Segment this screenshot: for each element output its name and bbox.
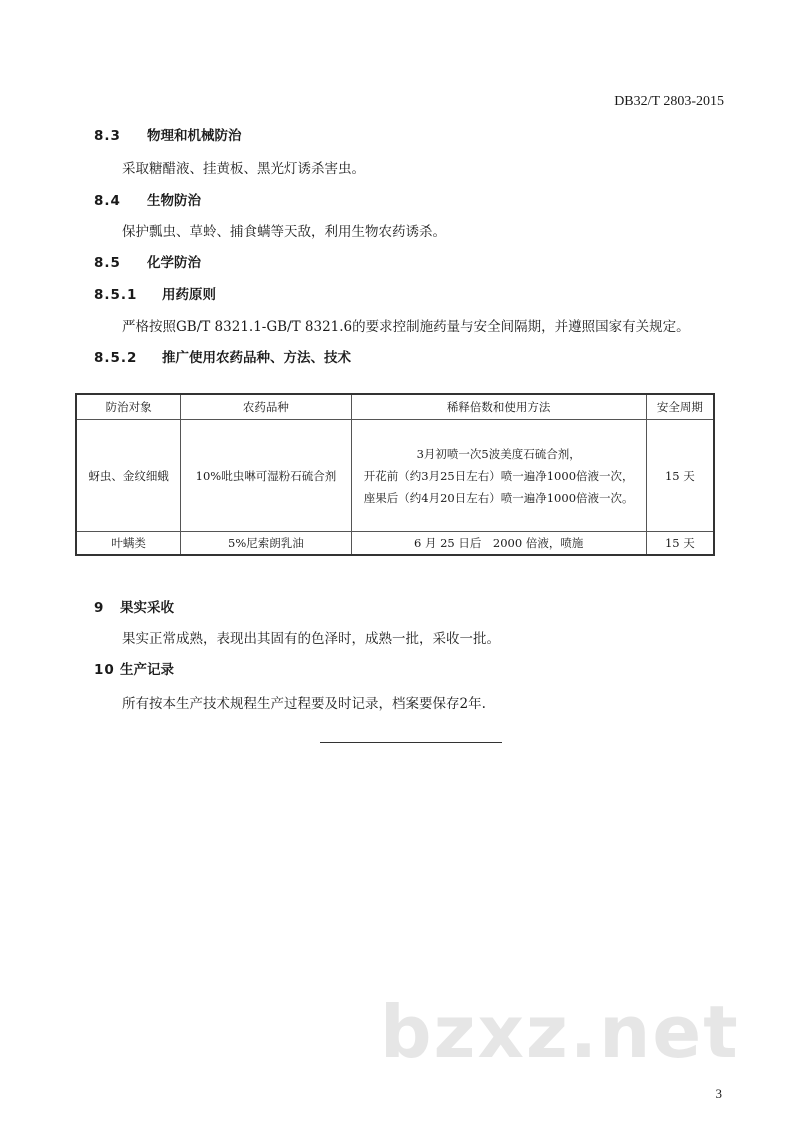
cell-pesticide: 10%吡虫啉可湿粉石硫合剂	[181, 420, 351, 532]
cell-method	[351, 420, 646, 532]
section-title: 生物防治	[147, 193, 201, 209]
section-title: 果实采收	[120, 600, 174, 616]
cell-method: 6 月 25 日后 2000 倍液，喷施	[351, 532, 646, 556]
method-line: 开花前（约3月25日左右）喷一遍净1000倍液一次，	[363, 468, 634, 483]
section-heading-9	[94, 596, 174, 616]
document-code: DB32/T 2803-2015	[614, 94, 724, 109]
section-text-8-5-1: 严格按照GB/T 8321.1-GB/T 8321.6的要求控制施药量与安全间隔期，并遵照国家有关规定。	[122, 319, 690, 335]
method-line: 座果后（约4月20日左右）喷一遍净1000倍液一次。	[363, 490, 634, 505]
header-period: 安全周期	[646, 394, 714, 420]
section-heading-8-4	[94, 189, 201, 209]
cell-pesticide: 5%尼索朗乳油	[181, 532, 351, 556]
method-line: 3月初喷一次5波美度石硫合剂，	[416, 446, 581, 461]
section-number: 8.3	[94, 128, 121, 144]
header-method: 稀释倍数和使用方法	[351, 394, 646, 420]
section-heading-8-5	[94, 251, 201, 271]
end-rule	[320, 742, 502, 743]
watermark: bzxz.net	[380, 990, 740, 1074]
table-row	[76, 532, 714, 556]
section-heading-10	[94, 658, 174, 678]
section-text-8-3: 采取糖醋液、挂黄板、黑光灯诱杀害虫。	[122, 161, 365, 177]
cell-target: 叶螨类	[76, 532, 181, 556]
section-title: 生产记录	[120, 662, 174, 678]
section-heading-8-5-2	[94, 346, 351, 366]
page-number: 3	[715, 1086, 722, 1101]
section-title: 物理和机械防治	[147, 128, 242, 144]
table-header-row	[76, 394, 714, 420]
section-heading-8-5-1	[94, 283, 216, 303]
section-heading-8-3	[94, 124, 242, 144]
pesticide-table	[75, 393, 715, 556]
section-text-10: 所有按本生产技术规程生产过程要及时记录，档案要保存2年.	[122, 696, 486, 712]
header-pesticide: 农药品种	[181, 394, 351, 420]
section-number: 8.5	[94, 255, 121, 271]
cell-period: 15 天	[646, 532, 714, 556]
cell-target: 蚜虫、金纹细蛾	[76, 420, 181, 532]
cell-period: 15 天	[646, 420, 714, 532]
section-title: 化学防治	[147, 255, 201, 271]
section-text-8-4: 保护瓢虫、草蛉、捕食螨等天敌，利用生物农药诱杀。	[122, 224, 446, 240]
section-text-9: 果实正常成熟，表现出其固有的色泽时，成熟一批，采收一批。	[122, 631, 500, 647]
section-number: 9	[94, 600, 105, 616]
section-number: 8.4	[94, 193, 121, 209]
section-title: 推广使用农药品种、方法、技术	[162, 350, 351, 366]
section-number: 10	[94, 662, 115, 678]
header-target: 防治对象	[76, 394, 181, 420]
section-number: 8.5.1	[94, 287, 138, 303]
section-number: 8.5.2	[94, 350, 138, 366]
section-title: 用药原则	[162, 287, 216, 303]
table-row	[76, 420, 714, 532]
